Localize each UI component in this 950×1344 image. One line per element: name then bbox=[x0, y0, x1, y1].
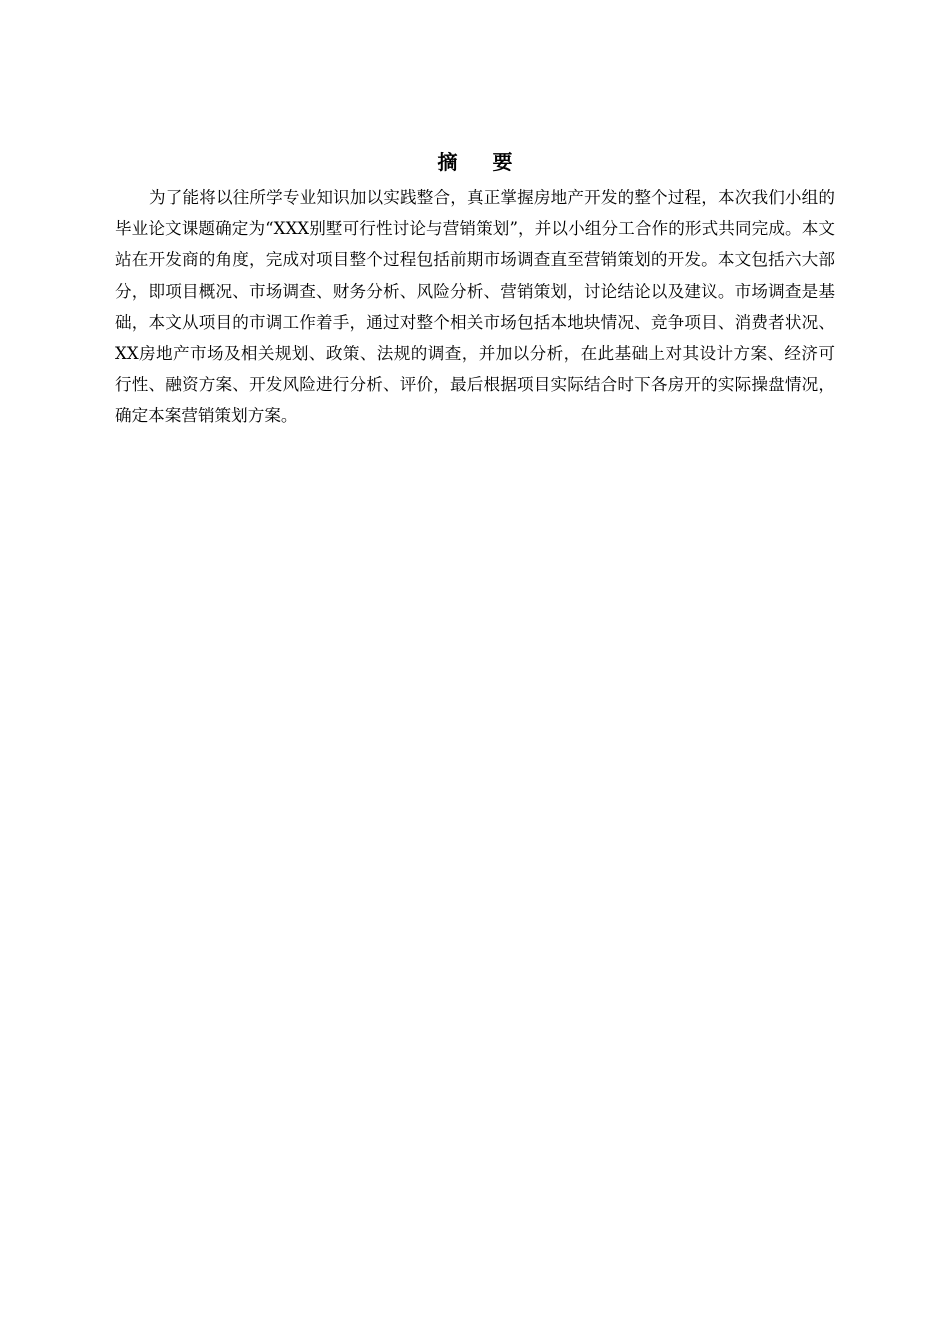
abstract-title: 摘 要 bbox=[437, 150, 527, 174]
abstract-paragraph: 为了能将以往所学专业知识加以实践整合，真正掌握房地产开发的整个过程，本次我们小组的毕业论文课题确定为“XXX别墅可行性讨论与营销策划”，并以小组分工合作的形式共同完成。本文站在开发商的角度，完成对项目整个过程包括前期市场调查直至营销策划的开发。本文包括六大部分，即项目概况、市场调查、财务分析、风险分析、营销策划，讨论结论以及建议。市场调查是基础，本文从项目的市调工作着手，通过对整个相关市场包括本地块情况、竞争项目、消费者状况、XX房地产市场及相关规划、政策、法规的调查，并加以分析，在此基础上对其设计方案、经济可行性、融资方案、开发风险进行分析、评价，最后根据项目实际结合时下各房开的实际操盘情况，确定本案营销策划方案。 bbox=[115, 188, 835, 426]
